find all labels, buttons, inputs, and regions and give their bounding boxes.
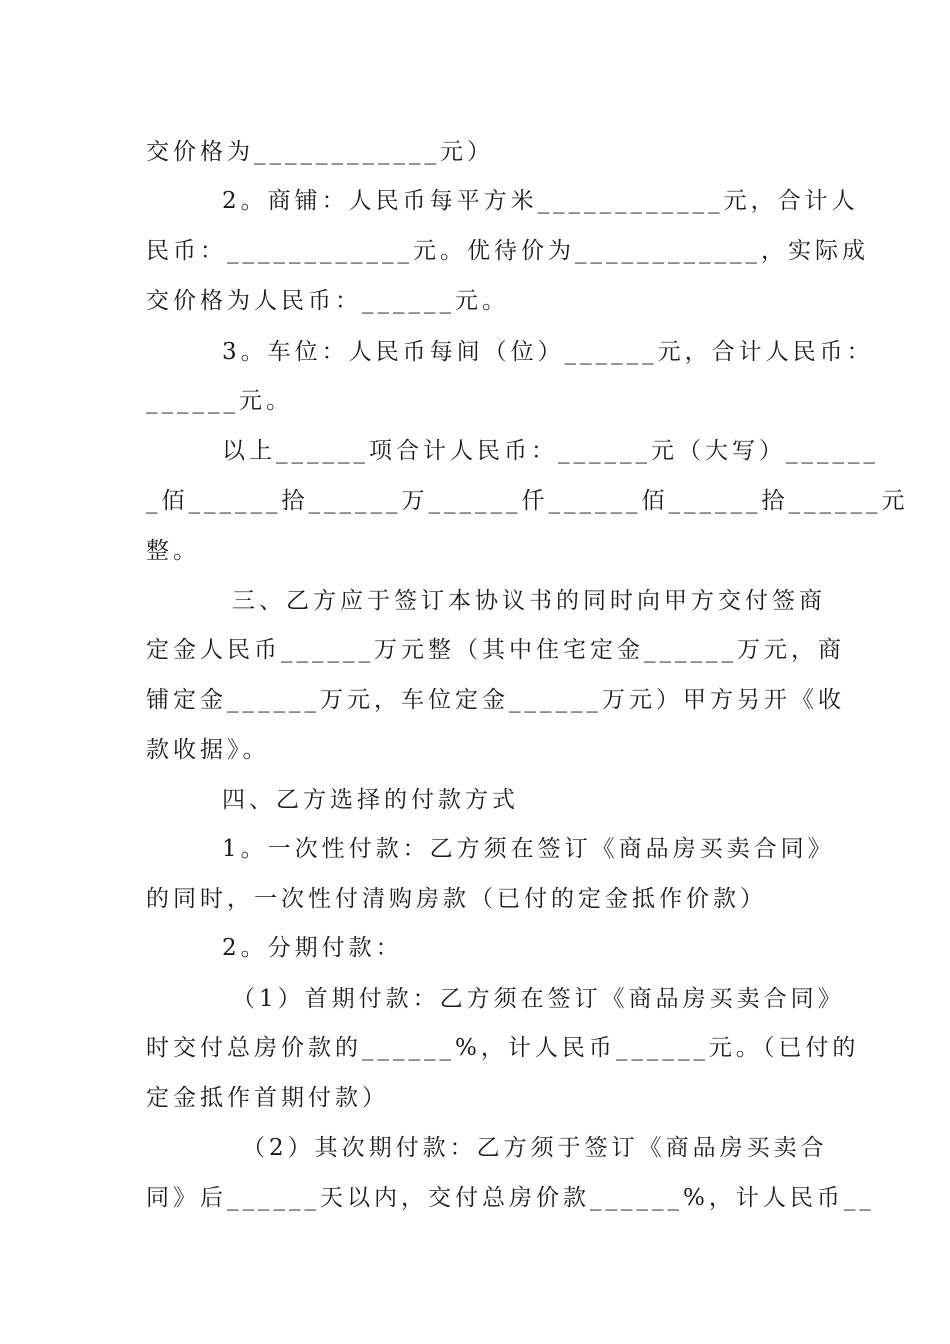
text-line: （2）其次期付款：乙方须于签订《商品房买卖合 [242, 1135, 828, 1161]
text-line: 时交付总房价款的______%，计人民币______元。（已付的 [146, 1035, 860, 1061]
text-line: 定金抵作首期付款） [146, 1085, 389, 1111]
text-line: 定金人民币______万元整（其中住宅定金______万元，商 [146, 637, 845, 663]
text-line: 整。 [146, 538, 200, 564]
text-line: _佰______拾______万______仟______佰______拾______元 [146, 488, 909, 514]
text-line: 三、乙方应于签订本协议书的同时向甲方交付签商 [232, 588, 826, 614]
text-line: 交价格为____________元） [146, 139, 494, 165]
text-line: 2。商铺：人民币每平方米____________元，合计人 [222, 188, 859, 214]
text-line: ______元。 [146, 388, 293, 414]
text-line: 铺定金______万元，车位定金______万元）甲方另开《收 [146, 687, 845, 713]
text-line: 四、乙方选择的付款方式 [222, 787, 519, 813]
text-line: 民币：____________元。优待价为____________，实际成 [146, 238, 869, 264]
text-line: 同》后______天以内，交付总房价款______%，计人民币__ [146, 1185, 875, 1211]
text-line: 交价格为人民币：______元。 [146, 288, 509, 314]
text-line: 2。分期付款： [222, 935, 403, 961]
text-line: （1）首期付款：乙方须在签订《商品房买卖合同》 [232, 986, 845, 1012]
text-line: 3。车位：人民币每间（位）______元，合计人民币： [222, 339, 874, 365]
text-line: 以上______项合计人民币：______元（大写）______ [222, 438, 879, 464]
text-line: 1。一次性付款：乙方须在签订《商品房买卖合同》 [222, 836, 835, 862]
text-line: 款收据》。 [146, 737, 270, 763]
text-line: 的同时，一次性付清购房款（已付的定金抵作价款） [146, 886, 767, 912]
